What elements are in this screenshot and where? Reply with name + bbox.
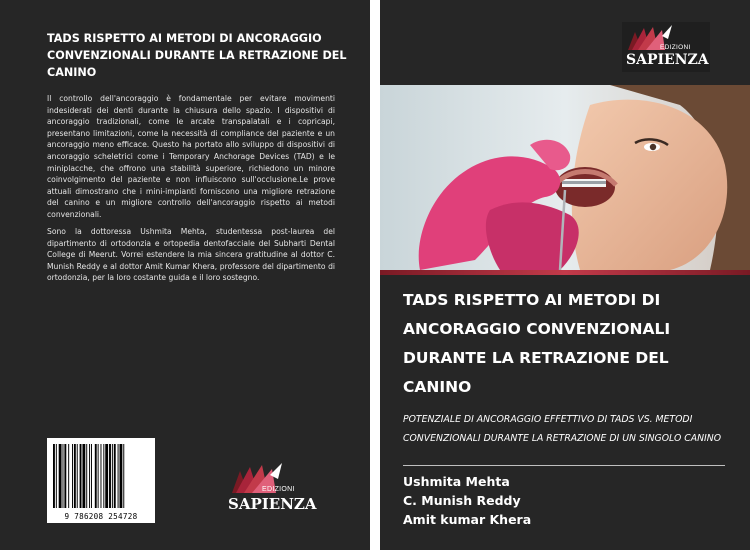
back-cover-description: Il controllo dell'ancoraggio è fondamentale per evitare movimenti indesiderati dei denti durante la chiusura dello spazio. I dispositivi di ancoraggio tradizionali, come le arcate transpalatali e i copricapi, presentano limitazioni, come la necessità di compliance del paziente e un ancoraggio meno efficace. Questo ha portato allo sviluppo di dispositivi di ancoraggio scheletrici come i Temporary Anchorage Devices (TAD) e le miniplacche, che offrono una stabilità superiore, richiedono un minore coinvolgimento del paziente e non influiscono sull'occlusione.Le prove attuali dimostrano che i mini-impianti forniscono una migliore retrazione del canino e un migliore controllo dell'ancoraggio rispetto ai metodi convenzionali. xyxy=(47,94,335,219)
publisher-logo-front xyxy=(622,22,710,72)
divider xyxy=(403,465,725,466)
back-cover-title: TADS RISPETTO AI METODI DI ANCORAGGIO CONVENZIONALI DURANTE LA RETRAZIONE DEL CANINO xyxy=(47,32,347,79)
author-2: C. Munish Reddy xyxy=(403,493,521,508)
front-cover-subtitle: POTENZIALE DI ANCORAGGIO EFFETTIVO DI TADS VS. METODI CONVENZIONALI DURANTE LA RETRAZIONE DI UN SINGOLO CANINO xyxy=(403,414,722,444)
publisher-line1-back: EDIZIONI xyxy=(262,486,295,493)
front-cover-title: TADS RISPETTO AI METODI DI ANCORAGGIO CONVENZIONALI DURANTE LA RETRAZIONE DEL CANINO xyxy=(403,291,671,396)
accent-bar xyxy=(380,270,750,275)
publisher-line2-back: SAPIENZA xyxy=(228,495,317,513)
publisher-line2-front: SAPIENZA xyxy=(626,52,709,68)
publisher-logo-back xyxy=(218,459,318,515)
author-1: Ushmita Mehta xyxy=(403,474,510,489)
isbn-barcode xyxy=(47,438,155,523)
author-bio: Sono la dottoressa Ushmita Mehta, studentessa post-laurea del dipartimento di ortodonzia e ortopedia dentofacciale del Subharti Dental College di Meerut. Vorrei estendere la mia sincera gratitudine al dottor C. Munish Reddy e al dottor Amit Kumar Khera, professore del dipartimento di ortodonzia, per la loro costante guida e il loro sostegno. xyxy=(47,227,335,283)
cover-photo xyxy=(380,85,750,270)
barcode-bars xyxy=(53,444,149,508)
isbn-number: 9 786208 254728 xyxy=(64,512,138,521)
fan-logo-icon xyxy=(218,459,318,499)
author-3: Amit kumar Khera xyxy=(403,512,532,527)
front-cover xyxy=(380,0,750,550)
publisher-line1-front: EDIZIONI xyxy=(660,44,691,51)
